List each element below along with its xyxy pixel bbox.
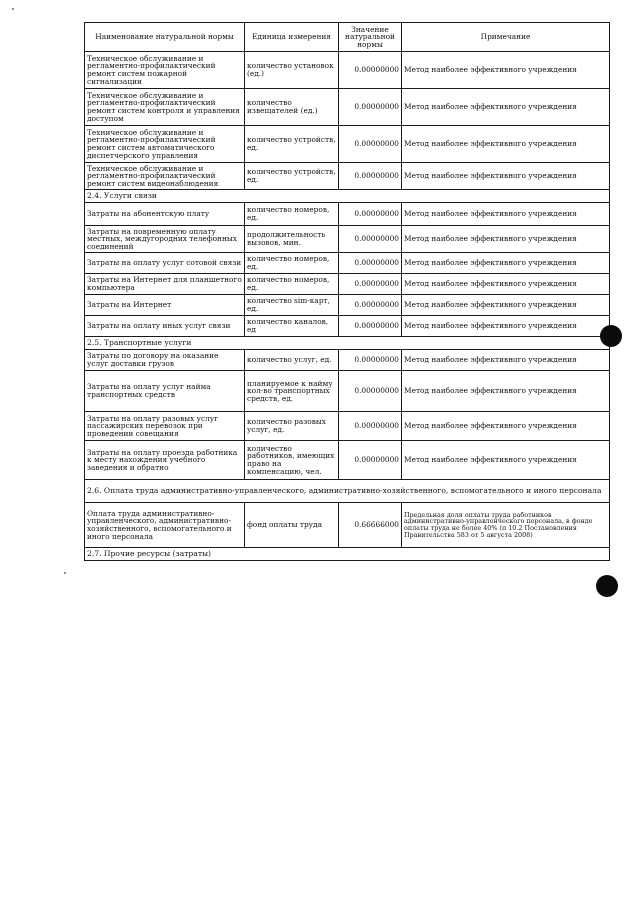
scan-speck [12,8,14,10]
row-value: 0.00000000 [339,371,402,412]
row-note: Метод наиболее эффективного учреждения [402,350,610,371]
table-row [85,126,610,163]
row-value: 0.00000000 [339,274,402,295]
section-title-payroll: 2.6. Оплата труда административно-управленческого, административно-хозяйственного, вспомогательного и иного персонала [85,480,610,503]
row-value: 0.00000000 [339,163,402,190]
row-note: Метод наиболее эффективного учреждения [402,126,610,163]
row-value: 0.00000000 [339,253,402,274]
row-value: 0.00000000 [339,441,402,480]
row-note: Метод наиболее эффективного учреждения [402,226,610,253]
row-name: Затраты на оплату разовых услуг пассажирских перевозок при проведении совещания [85,412,245,441]
row-name: Затраты на оплату услуг сотовой связи [85,253,245,274]
punch-hole-mark [600,325,622,347]
table-row [85,226,610,253]
row-name: Техническое обслуживание и регламентно-профилактический ремонт систем видеонаблюдения [85,163,245,190]
table-row [85,52,610,89]
row-unit: количество работников, имеющих право на компенсацию, чел. [245,441,339,480]
row-value: 0.00000000 [339,126,402,163]
row-unit: количество номеров, ед. [245,253,339,274]
table-row [85,89,610,126]
header-unit: Единица измерения [245,23,339,52]
section-row [85,190,610,203]
section-title-communication: 2.4. Услуги связи [85,190,610,203]
header-note: Примечание [402,23,610,52]
section-row [85,480,610,503]
row-unit: продолжительность вызовов, мин. [245,226,339,253]
row-name: Техническое обслуживание и регламентно-профилактический ремонт систем автоматического диспетчерского управления [85,126,245,163]
row-note: Метод наиболее эффективного учреждения [402,295,610,316]
row-unit: количество установок (ед.) [245,52,339,89]
row-note: Предельная доля оплаты труда работников административно-управленческого персонала, в фонде оплаты труда не более 40% (п 10.2 Постановления Правительства 583 от 5 августа 2008) [402,503,610,548]
row-unit: фонд оплаты труда [245,503,339,548]
row-name: Затраты на Интернет [85,295,245,316]
row-note: Метод наиболее эффективного учреждения [402,412,610,441]
row-value: 0.00000000 [339,295,402,316]
row-name: Затраты на повременную оплату местных, междугородних телефонных соединений [85,226,245,253]
punch-hole-mark [596,575,618,597]
row-name: Техническое обслуживание и регламентно-профилактический ремонт систем контроля и управления доступом [85,89,245,126]
row-name: Техническое обслуживание и регламентно-профилактический ремонт систем пожарной сигнализации [85,52,245,89]
row-value: 0.00000000 [339,412,402,441]
row-name: Затраты на оплату проезда работника к месту нахождения учебного заведения и обратно [85,441,245,480]
row-unit: количество услуг, ед. [245,350,339,371]
row-note: Метод наиболее эффективного учреждения [402,274,610,295]
row-unit: количество номеров, ед. [245,274,339,295]
row-value: 0.00000000 [339,52,402,89]
section-row [85,337,610,350]
row-name: Затраты по договору на оказание услуг доставки грузов [85,350,245,371]
row-name: Затраты на абонентскую плату [85,203,245,226]
table-row [85,203,610,226]
row-note: Метод наиболее эффективного учреждения [402,371,610,412]
row-value: 0.00000000 [339,203,402,226]
row-unit: количество устройств, ед. [245,126,339,163]
row-unit: количество извещателей (ед.) [245,89,339,126]
row-unit: количество устройств, ед. [245,163,339,190]
row-note: Метод наиболее эффективного учреждения [402,163,610,190]
row-note: Метод наиболее эффективного учреждения [402,203,610,226]
row-name: Затраты на оплату иных услуг связи [85,316,245,337]
norms-table [84,22,610,561]
header-name: Наименование натуральной нормы [85,23,245,52]
row-unit: количество номеров, ед. [245,203,339,226]
row-note: Метод наиболее эффективного учреждения [402,89,610,126]
header-value: Значение натуральной нормы [339,23,402,52]
row-unit: количество разовых услуг, ед. [245,412,339,441]
row-note: Метод наиболее эффективного учреждения [402,316,610,337]
row-note: Метод наиболее эффективного учреждения [402,52,610,89]
table-row [85,274,610,295]
row-unit: количество каналов, ед [245,316,339,337]
scan-speck [64,572,66,574]
section-title-other-resources: 2.7. Прочие ресурсы (затраты) [85,548,610,561]
row-note: Метод наиболее эффективного учреждения [402,441,610,480]
row-value: 0.00000000 [339,350,402,371]
row-value: 0.00000000 [339,89,402,126]
table-row [85,253,610,274]
row-value: 0.00000000 [339,226,402,253]
table-header-row [85,23,610,52]
table-row [85,350,610,371]
row-name: Затраты на Интернет для планшетного компьютера [85,274,245,295]
row-value: 0.66666000 [339,503,402,548]
row-name: Затраты на оплату услуг найма транспортных средств [85,371,245,412]
table-row [85,412,610,441]
row-name: Оплата труда административно-управленческого, административно-хозяйственного, вспомогательного и иного персонала [85,503,245,548]
section-row [85,548,610,561]
table-row [85,441,610,480]
section-title-transport: 2.5. Транспортные услуги [85,337,610,350]
table-row [85,316,610,337]
row-unit: планируемое к найму кол-во транспортных средств, ед. [245,371,339,412]
table-row [85,503,610,548]
table-row [85,163,610,190]
row-value: 0.00000000 [339,316,402,337]
table-row [85,295,610,316]
row-unit: количество sim-карт, ед. [245,295,339,316]
row-note: Метод наиболее эффективного учреждения [402,253,610,274]
table-row [85,371,610,412]
